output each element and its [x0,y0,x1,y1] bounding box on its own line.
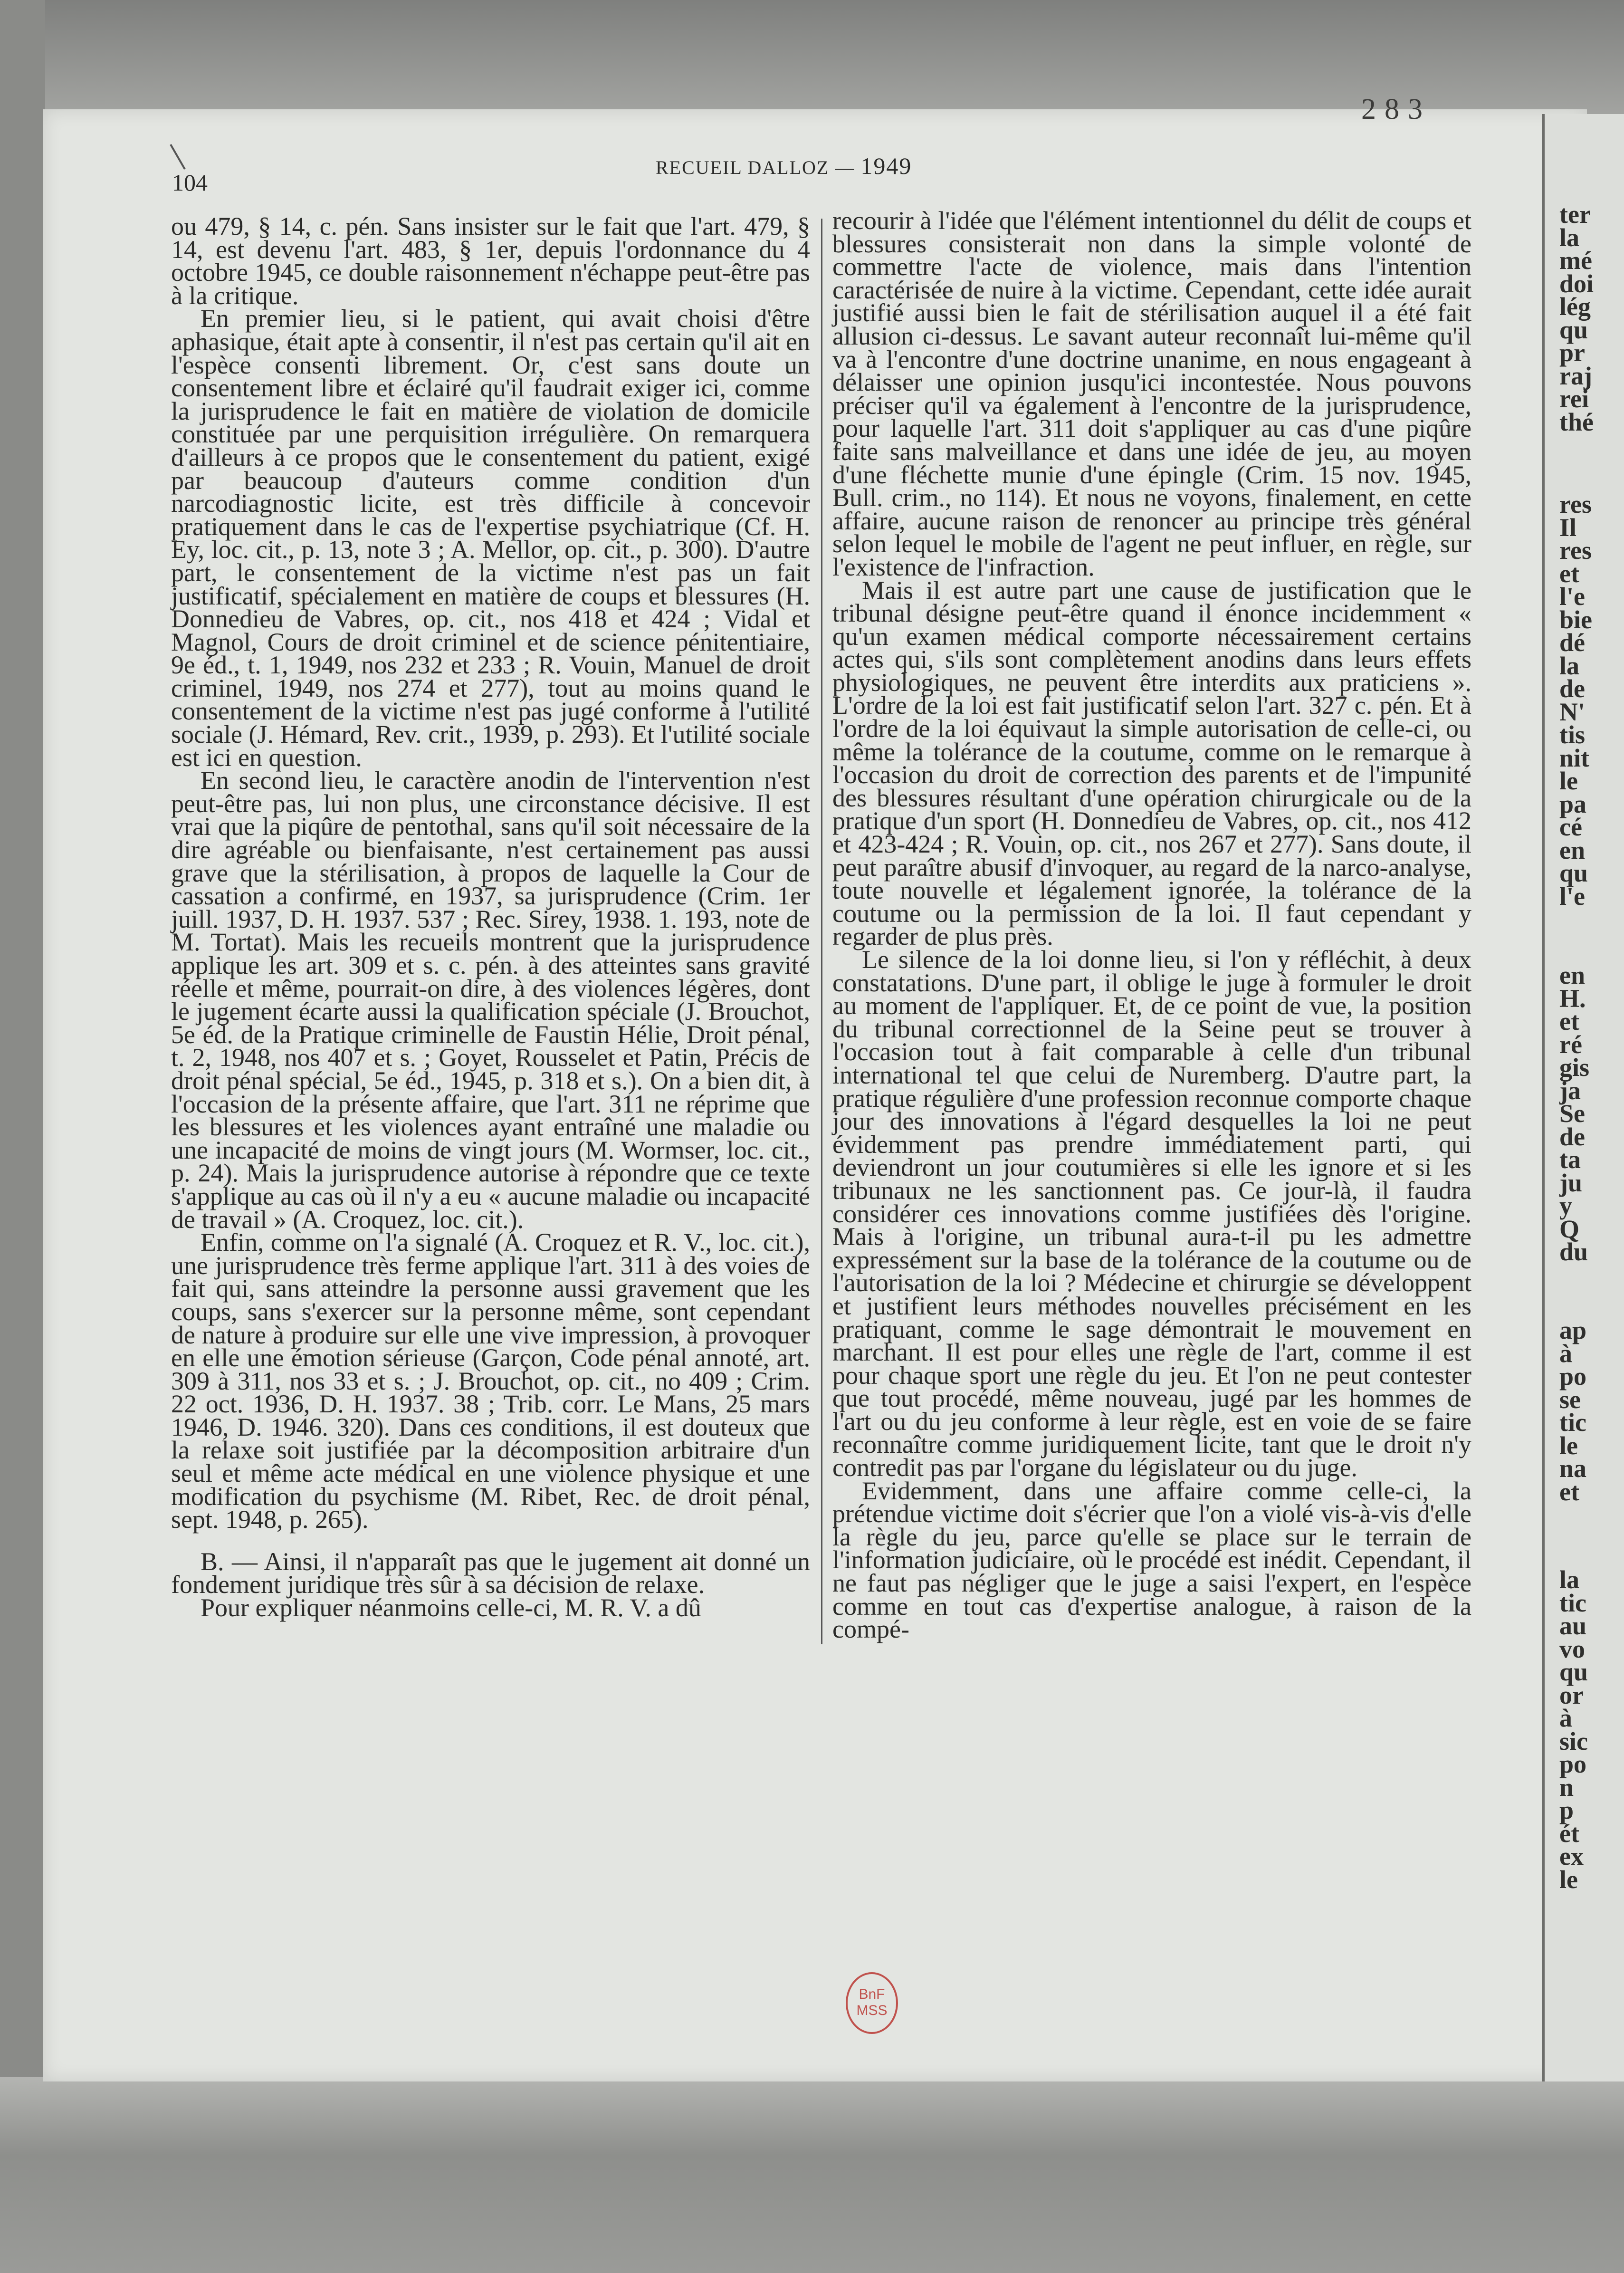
fragment-word: y [1559,1191,1572,1220]
paragraph: Le silence de la loi donne lieu, si l'on y réfléchit, à deux constatations. D'une part, il oblige le juge à formuler le droit au moment de l'appliquer. Et, de ce point de vue, la position du tribunal correctionnel de la Seine peut se trouver à l'occasion tout à fait comparable à celle d'un tribunal international tel que celui de Nuremberg. D'autre part, la pratique régulière d'une profession reconnue comporte chaque jour des innovations à l'égard desquelles la loi ne peut évidemment pas prendre immédiatement parti, qui deviendront un jour coutumières si elle les ignore et si les tribunaux ne les sanctionnent pas. Ce jour-là, il faudra considérer ces innovations comme justifiées dès l'origine. Mais à l'origine, un tribunal aura-t-il pu les admettre expressément sur la base de la tolérance de la coutume ou de l'autorisation de la loi ? Médecine et chirurgie se développent et justifient leurs méthodes nouvelles précisément en les pratiquant, comme le sage démontrait le mouvement en marchant. Il est pour elles une règle de l'art, comme il est pour chaque sport une règle du jeu. Et l'on ne peut contester que tout procédé, même nouveau, jugé par les hommes de l'art ou du jeu conforme à leur règle, est en voie de se faire reconnaître comme juridiquement licite, tant que le droit n'y contredit pas par l'organe du législateur ou du juge. [832,945,1471,1482]
fragment-word: la [1559,1565,1580,1594]
fragment-word: l'e [1559,882,1585,911]
fragment-word: le [1559,767,1578,795]
fragment-word: nit [1559,743,1590,772]
paragraph: Mais il est autre part une cause de justification que le tribunal désigne peut-être quand il énonce incidemment « qu'un examen médical comporte nécessairement certains actes qui, s'ils sont complètement anodins dans leurs effets physiologiques, ne peuvent être interdits aux praticiens ». L'ordre de la loi est fait justificatif selon l'art. 327 c. pén. Et à l'ordre de la loi équivaut la simple autorisation de celle-ci, ou même la tolérance de la coutume, comme on le remarque à l'occasion du droit de correction des parents et de l'impunité des blessures résultant d'une opération chirurgicale ou de la pratique d'un sport (H. Donnedieu de Vabres, op. cit., nos 412 et 423-424 ; R. Vouin, op. cit., nos 267 et 277). Sans doute, il peut paraître abusif d'invoquer, au regard de la narco-analyse, toute nouvelle et légalement ignorée, la tolérance de la coutume ou la permission de la loi. Il faut cependant y regarder de plus près. [832,575,1471,951]
fragment-block [1559,490,1593,911]
fragment-word: qu [1559,859,1588,887]
fragment-word: ter [1559,200,1591,229]
fragment-word: l'e [1559,582,1585,611]
fragment-word: qu [1559,1658,1588,1686]
stamp-line: BnF [859,1986,885,2002]
fragment-word: vo [1559,1634,1585,1663]
fragment-word: ja [1559,1076,1581,1105]
fragment-word: au [1559,1611,1587,1640]
fragment-word: qu [1559,315,1588,344]
fragment-word: ex [1559,1842,1584,1870]
fragment-word: ap [1559,1316,1587,1344]
fragment-word: tic [1559,1588,1586,1617]
paragraph: Enfin, comme on l'a signalé (A. Croquez et R. V., loc. cit.), une jurisprudence très ferme applique l'art. 311 à des voies de fait qui, sans atteindre la personne aussi gravement que les coups, sans s'exercer sur la personne même, sont cependant de nature à produire sur elle une vive impression, à provoquer en elle une émotion sérieuse (Garçon, Code pénal annoté, art. 309 à 311, nos 33 et s. ; J. Brouchot, op. cit., no 409 ; Crim. 22 oct. 1936, D. H. 1937. 38 ; Trib. corr. Le Mans, 25 mars 1946, D. 1946. 320). Dans ces conditions, il est douteux que la relaxe soit justifiée par la décomposition arbitraire d'un seul et même acte médical en une violence physique et une modification du psychisme (M. Ribet, Rec. de droit pénal, sept. 1948, p. 265). [171,1228,810,1534]
scan-border-bottom [0,2077,1624,2273]
stamped-folio-number: 283 [1361,93,1431,125]
fragment-block [1559,1316,1587,1506]
fragment-word: et [1559,559,1579,588]
fragment-word: n [1559,1773,1574,1802]
paragraph: ou 479, § 14, c. pén. Sans insister sur le fait que l'art. 479, § 14, est devenu l'art. 483, § 1er, depuis l'ordonnance du 4 octobre 1945, ce double raisonnement n'échappe peut-être pas à la critique. [171,212,810,310]
fragment-word: se [1559,1385,1581,1414]
fragment-word: lég [1559,292,1591,321]
fragment-word: doi [1559,269,1594,298]
fragment-word: po [1559,1750,1587,1778]
fragment-word: rei [1559,384,1589,413]
fragment-word: en [1559,961,1585,989]
paragraph: En premier lieu, si le patient, qui avait choisi d'être aphasique, était apte à consentir, il n'est pas certain qu'il ait en l'espèce consenti librement. Or, c'est sans doute un consentement libre et éclairé qu'il faudrait exiger ici, comme la jurisprudence le fait en matière de violation de domicile constituée par une perquisition irrégulière. On remarquera d'ailleurs à ce propos que le consentement du patient, exigé par beaucoup d'auteurs comme condition d'un narcodiagnostic licite, est très difficile à concevoir pratiquement dans le cas de l'expertise psychiatrique (Cf. H. Ey, loc. cit., p. 13, note 3 ; A. Mellor, op. cit., p. 300). D'autre part, le consentement de la victime n'est pas un fait justificatif, spécialement en matière de coups et blessures (H. Donnedieu de Vabres, op. cit., nos 418 et 424 ; Vidal et Magnol, Cours de droit criminel et de science pénitentiaire, 9e éd., t. 1, 1949, nos 232 et 233 ; R. Vouin, Manuel de droit criminel, 1949, nos 274 et 277), tout au moins quand le consentement de la victime n'est pas jugé conforme à l'utilité sociale (J. Hémard, Rev. crit., 1939, p. 293). Et l'utilité sociale est ici en question. [171,304,810,772]
fragment-word: po [1559,1362,1587,1391]
column-rule [821,219,822,1644]
fragment-word: na [1559,1454,1587,1483]
fragment-word: ta [1559,1145,1581,1174]
fragment-word: de [1559,674,1585,703]
fragment-word: res [1559,490,1592,518]
fragment-word: à [1559,1704,1572,1732]
fragment-word: pr [1559,338,1585,367]
paragraph: B. — Ainsi, il n'apparaît pas que le jugement ait donné un fondement juridique très sûr à sa décision de relaxe. [171,1547,810,1599]
fragment-word: p [1559,1796,1574,1824]
fragment-word: bie [1559,605,1593,634]
fragment-word: la [1559,651,1580,680]
fragment-word: Q [1559,1214,1580,1243]
fragment-word: or [1559,1680,1584,1709]
library-stamp [846,1972,898,2034]
fragment-word: mé [1559,246,1592,275]
fragment-word: à [1559,1339,1572,1368]
fragment-word: du [1559,1237,1588,1266]
fragment-word: sic [1559,1726,1588,1755]
left-column [171,212,810,1622]
fragment-word: ét [1559,1819,1579,1848]
right-column [832,206,1471,1644]
fragment-block [1559,961,1590,1266]
fragment-word: et [1559,1007,1579,1036]
fragment-word: tic [1559,1408,1586,1437]
fragment-word: res [1559,536,1592,565]
paragraph: En second lieu, le caractère anodin de l'intervention n'est peut-être pas, lui non plus, une circonstance décisive. Il est vrai que la piqûre de pentothal, sans qu'il soit nécessaire de la dire agréable ou bienfaisante, n'est certainement pas aussi grave que la stérilisation, à propos de laquelle la Cour de cassation a confirmé, en 1937, sa jurisprudence (Crim. 1er juill. 1937, D. H. 1937. 537 ; Rec. Sirey, 1938. 1. 193, note de M. Tortat). Mais les recueils montrent que la jurisprudence applique les art. 309 et s. c. pén. à des atteintes sans gravité réelle et même, pourrait-on dire, à des violences légères, dont le jugement écarte aussi la qualification spéciale (J. Brouchot, 5e éd. de la Pratique criminelle de Faustin Hélie, Droit pénal, t. 2, 1948, nos 407 et s. ; Goyet, Rousselet et Patin, Précis de droit pénal spécial, 5e éd., 1945, p. 318 et s.). On a bien dit, à l'occasion de la présente affaire, que l'art. 311 ne réprime que les blessures et les violences ayant entraîné une maladie ou une incapacité de moins de vingt jours (M. Wormser, loc. cit., p. 24). Mais la jurisprudence autorise à répondre que ce texte s'applique au cas où il n'y a eu « aucune maladie ou incapacité de travail » (A. Croquez, loc. cit.). [171,766,810,1234]
fragment-word: raj [1559,361,1592,390]
paragraph: Evidemment, dans une affaire comme celle-ci, la prétendue victime doit s'écrier que l'on a violé vis-à-vis d'elle la règle du jeu, parce qu'elle se place sur le terrain de l'information judiciaire, où le procédé est inédit. Cependant, il ne faut pas négliger que le juge a saisi l'expert, en l'espèce comme en tout cas d'expertise analogue, à raison de la compé- [832,1476,1471,1644]
running-title [656,152,912,180]
fragment-word: en [1559,835,1585,864]
paragraph: Pour expliquer néanmoins celle-ci, M. R. V. a dû [201,1593,701,1622]
fragment-word: N' [1559,697,1585,726]
page-number: 104 [172,169,208,196]
fragment-word: le [1559,1431,1578,1460]
fragment-word: ju [1559,1168,1583,1197]
fragment-word: de [1559,1122,1585,1151]
fragment-word: ré [1559,1030,1582,1059]
fragment-word: la [1559,223,1580,252]
fragment-word: tis [1559,720,1585,749]
fragment-word: Se [1559,1099,1585,1128]
scan-border-left [0,0,45,2273]
fragment-word: pa [1559,789,1587,818]
fragment-block [1559,200,1594,436]
running-title-year: 1949 [860,153,912,179]
fragment-word: H. [1559,984,1586,1013]
fragment-block [1559,1565,1588,1894]
running-title-text: RECUEIL DALLOZ — [656,157,855,178]
fragment-word: gis [1559,1053,1590,1082]
fragment-word: dé [1559,628,1585,657]
stamp-line: MSS [856,2003,888,2018]
fragment-word: Il [1559,513,1577,542]
fragment-word: et [1559,1477,1579,1506]
fragment-word: cé [1559,813,1582,841]
fragment-word: le [1559,1865,1578,1894]
fragment-word: thé [1559,407,1594,436]
paragraph: recourir à l'idée que l'élément intentionnel du délit de coups et blessures consisterait non dans la simple volonté de commettre l'acte de violence, mais dans l'intention caractérisée de nuire à la victime. Cependant, cette idée aurait justifié aussi bien le fait de stérilisation auquel il a été fait allusion ci-dessus. Le savant auteur reconnaît lui-même qu'il va à l'encontre d'une doctrine unanime, en nous engageant à délaisser une opinion jusqu'ici incontestée. Nous pouvons préciser qu'il va également à l'encontre de la jurisprudence, pour laquelle l'art. 311 doit s'appliquer au cas d'une piqûre faite sans malveillance et dans une idée de jeu, au moyen d'une fléchette munie d'une épingle (Crim. 15 nov. 1945, Bull. crim., no 114). Et nous ne voyons, finalement, en cette affaire, aucune raison de renoncer au principe très général selon lequel le mobile de l'agent ne peut influer, en règle, sur l'existence de l'infraction. [832,206,1471,581]
